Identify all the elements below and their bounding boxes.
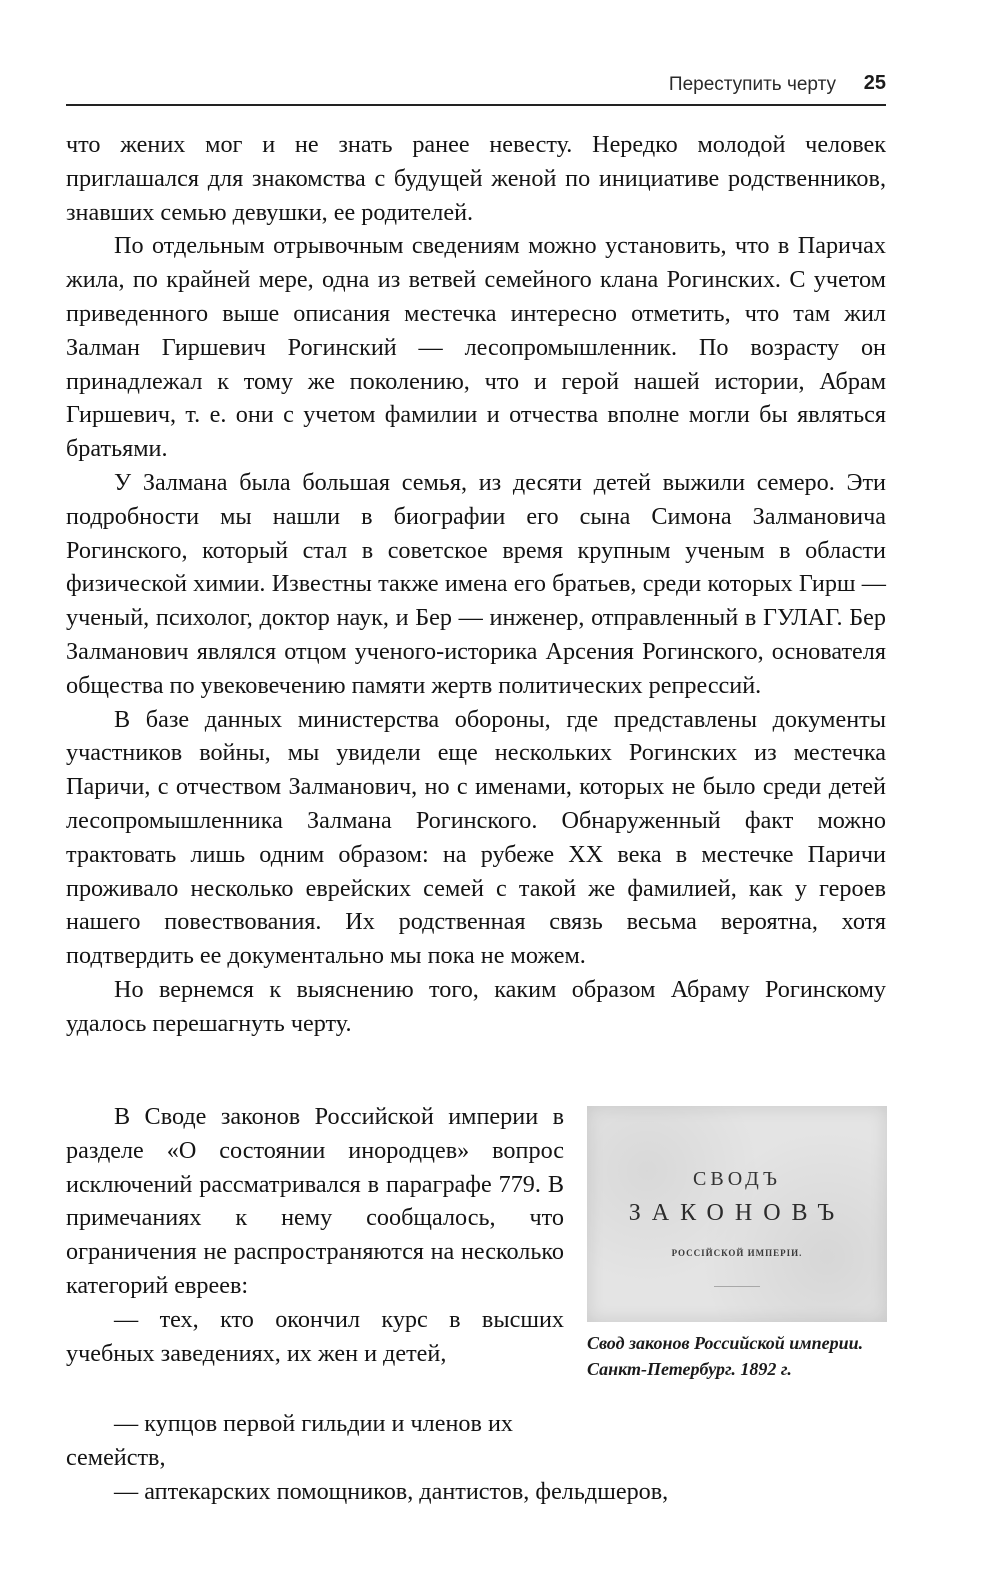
paragraph: У Залмана была большая семья, из десяти детей выжили семеро. Эти подробности мы нашли в биографии его сына Симона Залмановича Рогинского, который стал в советское время крупным ученым в области физической химии. Известны также имена его братьев, среди которых Гирш — ученый, психолог, доктор наук, и Бер — инженер, отправленный в ГУЛАГ. Бер Залманович являлся отцом ученого-историка Арсения Рогинского, основателя общества по увековечению памяти жертв политических репрессий.: [66, 468, 886, 699]
figure-title-line3: РОССІЙСКОЙ ИМПЕРІИ.: [671, 1248, 803, 1258]
text-beside-figure: [66, 1100, 564, 1370]
running-title: Переступить черту: [668, 74, 836, 95]
figure-title-line1: СВОДЪ: [693, 1168, 781, 1190]
paragraph: По отдельным отрывочным сведениям можно установить, что в Паричах жила, по крайней мере, одна из ветвей семейного клана Рогинских. С учетом приведенного выше описания местечка интересно отметить, что там жил Залман Гиршевич Рогинский — лесопромышленник. По возрасту он принадлежал к тому же поколению, что и герой нашей истории, Абрам Гиршевич, т. е. они с учетом фамилии и отчества вполне могли бы являться братьями.: [66, 232, 886, 463]
figure-title-line2: ЗАКОНОВЪ: [628, 1200, 846, 1226]
text-below-figure: [66, 1407, 886, 1508]
list-item: — аптекарских помощников, дантистов, фельдшеров,: [114, 1477, 669, 1505]
list-item: — купцов первой гильдии и членов их: [114, 1410, 514, 1437]
page-number: 25: [863, 72, 886, 94]
book-title-page-image: [587, 1106, 887, 1322]
main-text: [66, 128, 886, 1041]
paragraph: В Своде законов Российской империи в разделе «О состоянии инородцев» вопрос исключений рассматривался в параграфе 779. В примечаниях к нему сообщалось, что ограничения не распространяются на несколько категорий евреев:: [66, 1103, 564, 1299]
list-item: — тех, кто окончил курс в высших учебных заведениях, их жен и детей,: [66, 1305, 564, 1367]
figure-divider: [714, 1286, 760, 1287]
paragraph: Но вернемся к выяснению того, каким образом Абраму Рогинскому удалось перешагнуть черту.: [66, 975, 886, 1037]
figure-caption: Свод законов Российской империи. Санкт-Петербург. 1892 г.: [587, 1333, 864, 1379]
paragraph: В базе данных министерства обороны, где представлены документы участников войны, мы увидели еще нескольких Рогинских из местечка Паричи, с отчеством Залманович, но с именами, которых не было среди детей лесопромышленника Залмана Рогинского. Обнаруженный факт можно трактовать лишь одним образом: на рубеже XX века в местечке Паричи проживало несколько еврейских семей с такой же фамилией, как у героев нашего повествования. Их родственная связь весьма вероятна, хотя подтвердить ее документально мы пока не можем.: [66, 705, 886, 970]
page-header: [66, 70, 886, 106]
paragraph: что жених мог и не знать ранее невесту. Нередко молодой человек приглашался для знакомства с будущей женой по инициативе родственников, знавших семью девушки, ее родителей.: [66, 131, 886, 226]
list-item-continuation: семейств,: [66, 1443, 166, 1471]
